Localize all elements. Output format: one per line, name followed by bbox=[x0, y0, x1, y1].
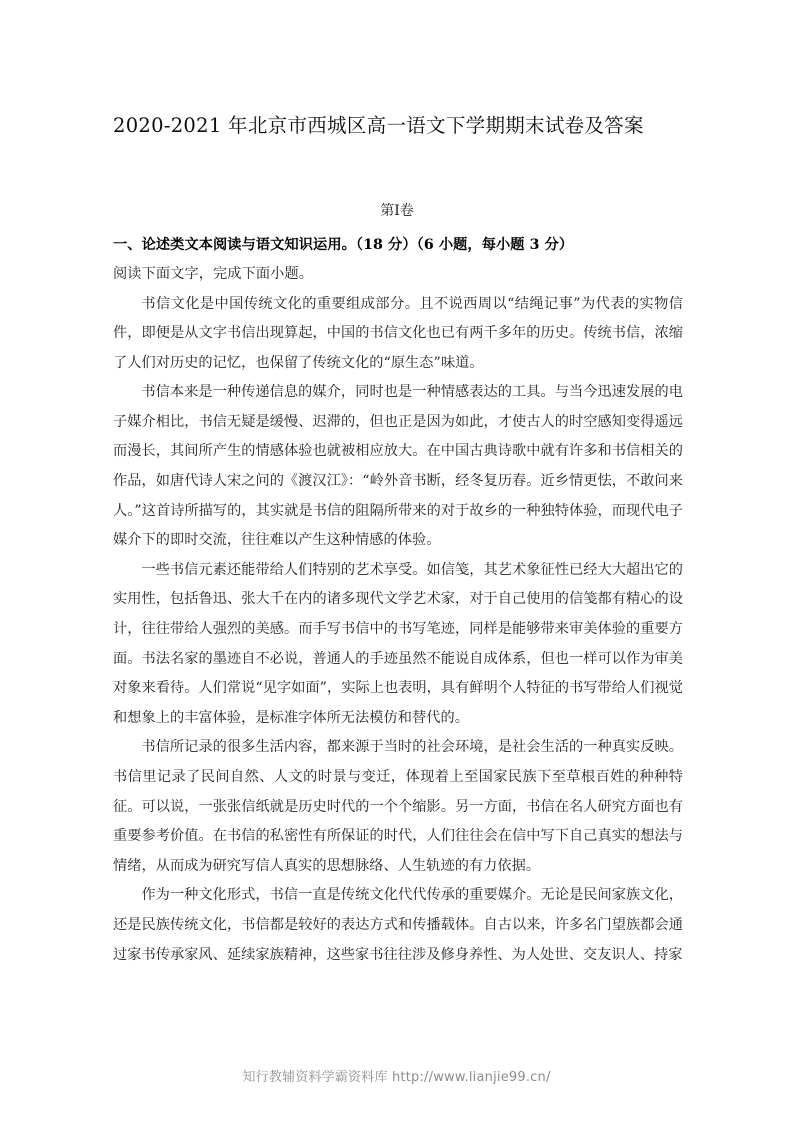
paragraph: 书信本来是一种传递信息的媒介，同时也是一种情感表达的工具。与当今迅速发展的电子媒介相比，书信无疑是缓慢、迟滞的，但也正是因为如此，才使古人的时空感知变得遥远而漫长，其间所产生的情感体验也就被相应放大。在中国古典诗歌中就有许多和书信相关的作品，如唐代诗人宋之问的《渡汉江》：“岭外音书断，经冬复历春。近乡情更怯，不敢问来人。”这首诗所描写的，其实就是书信的阻隔所带来的对于故乡的一种独特体验，而现代电子媒介下的即时交流，往往难以产生这种情感的体验。 bbox=[113, 384, 683, 549]
body-content bbox=[113, 231, 683, 970]
lead-instruction: 阅读下面文字，完成下面小题。 bbox=[113, 266, 314, 282]
volume-heading: 第Ⅰ卷 bbox=[380, 203, 414, 219]
footer-watermark: 知行教辅资料学霸资料库 http://www.lianjie99.cn/ bbox=[242, 1070, 551, 1085]
section-heading-one: 一、论述类文本阅读与语文知识运用。（18 分）（6 小题，每小题 3 分） bbox=[113, 237, 574, 253]
paragraph: 书信文化是中国传统文化的重要组成部分。且不说西周以“结绳记事”为代表的实物信件，即便是从文字书信出现算起，中国的书信文化也已有两千多年的历史。传统书信，浓缩了人们对历史的记忆，也保留了传统文化的“原生态”味道。 bbox=[113, 295, 683, 371]
paragraph: 书信所记录的很多生活内容，都来源于当时的社会环境，是社会生活的一种真实反映。书信里记录了民间自然、人文的时景与变迁，体现着上至国家民族下至草根百姓的种种特征。可以说，一张张信纸就是历史时代的一个个缩影。另一方面，书信在名人研究方面也有重要参考价值。在书信的私密性有所保证的时代，人们往往会在信中写下自己真实的想法与情绪，从而成为研究写信人真实的思想脉络、人生轨迹的有力依据。 bbox=[113, 739, 683, 874]
page-title: 2020-2021 年北京市西城区高一语文下学期期末试卷及答案 bbox=[113, 114, 644, 138]
paragraph: 作为一种文化形式，书信一直是传统文化代代传承的重要媒介。无论是民间家族文化，还是民族传统文化，书信都是较好的表达方式和传播载体。自古以来，许多名门望族都会通过家书传承家风、延续家族精神，这些家书往往涉及修身养性、为人处世、交友识人、持家 bbox=[113, 887, 683, 963]
paragraph: 一些书信元素还能带给人们特别的艺术享受。如信笺，其艺术象征性已经大大超出它的实用性，包括鲁迅、张大千在内的诸多现代文学艺术家，对于自己使用的信笺都有精心的设计，往往带给人强烈的美感。而手写书信中的书写笔迹，同样是能够带来审美体验的重要方面。书法名家的墨迹自不必说，普通人的手迹虽然不能说自成体系，但也一样可以作为审美对象来看待。人们常说“见字如面”，实际上也表明，具有鲜明个人特征的书写带给人们视觉和想象上的丰富体验，是标准字体所无法模仿和替代的。 bbox=[113, 561, 683, 726]
